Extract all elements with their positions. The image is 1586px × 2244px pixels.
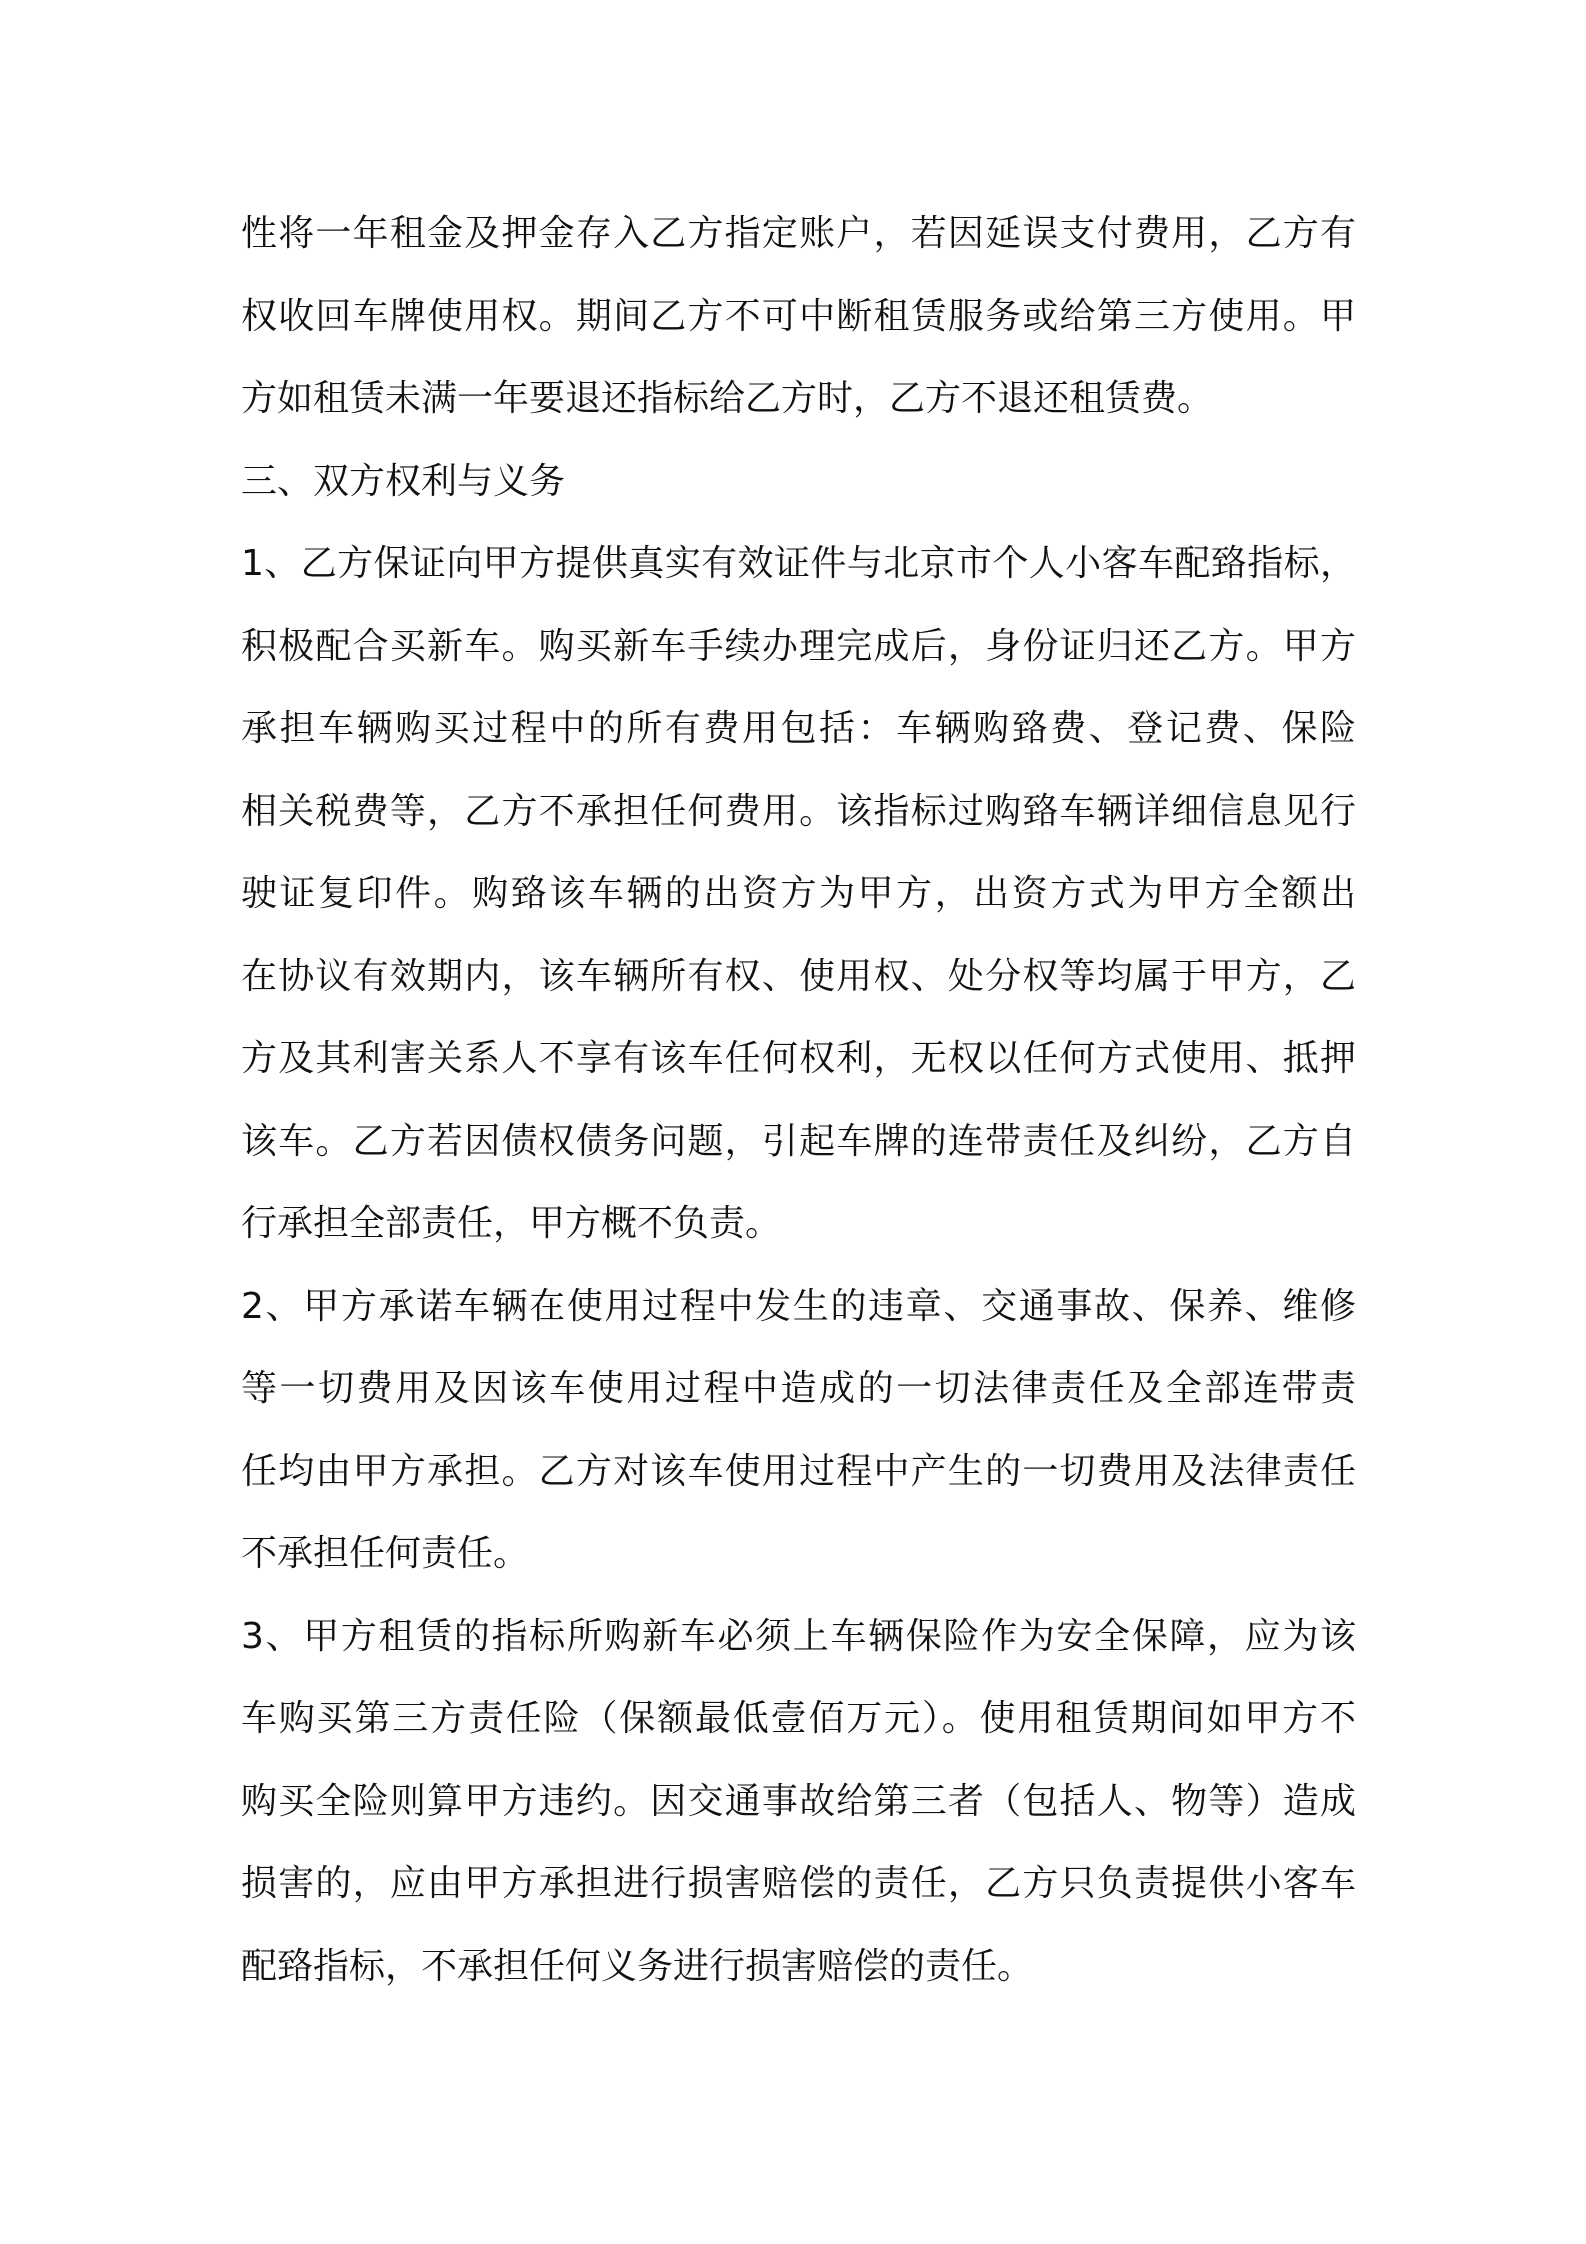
- text-line: 等一切费用及因该车使用过程中造成的一切法律责任及全部连带责: [241, 1368, 1356, 1409]
- text-line: 性将一年租金及押金存入乙方指定账户，若因延误支付费用，乙方有: [241, 213, 1356, 254]
- text-line: 2、甲方承诺车辆在使用过程中发生的违章、交通事故、保养、维修: [241, 1285, 1356, 1327]
- text-line: 车购买第三方责任险（保额最低壹佰万元）。使用租赁期间如甲方不: [241, 1698, 1356, 1739]
- text-line: 行承担全部责任，甲方概不负责。: [241, 1203, 782, 1244]
- section-heading: 三、双方权利与义务: [241, 460, 566, 502]
- text-line: 方如租赁未满一年要退还指标给乙方时，乙方不退还租赁费。: [241, 378, 1214, 419]
- text-line: 在协议有效期内，该车辆所有权、使用权、处分权等均属于甲方，乙: [241, 955, 1356, 997]
- text-line: 积极配合买新车。购买新车手续办理完成后，身份证归还乙方。甲方: [241, 625, 1356, 667]
- text-line: 该车。乙方若因债权债务问题，引起车牌的连带责任及纠纷，乙方自: [241, 1120, 1356, 1162]
- text-line: 损害的，应由甲方承担进行损害赔偿的责任，乙方只负责提供小客车: [241, 1863, 1356, 1904]
- text-line: 3、甲方租赁的指标所购新车必须上车辆保险作为安全保障，应为该: [241, 1615, 1356, 1657]
- text-line: 方及其利害关系人不享有该车任何权利，无权以任何方式使用、抵押: [241, 1038, 1356, 1079]
- text-line: 1、乙方保证向甲方提供真实有效证件与北京市个人小客车配臵指标，: [241, 543, 1356, 584]
- text-line: 任均由甲方承担。乙方对该车使用过程中产生的一切费用及法律责任: [241, 1450, 1356, 1492]
- text-line: 承担车辆购买过程中的所有费用包括：车辆购臵费、登记费、保险: [241, 708, 1356, 749]
- text-line: 不承担任何责任。: [241, 1533, 530, 1574]
- text-line: 相关税费等，乙方不承担任何费用。该指标过购臵车辆详细信息见行: [241, 790, 1356, 832]
- document-body: [241, 193, 1356, 2008]
- text-line: 购买全险则算甲方违约。因交通事故给第三者（包括人、物等）造成: [241, 1780, 1356, 1822]
- text-line: 权收回车牌使用权。期间乙方不可中断租赁服务或给第三方使用。甲: [241, 295, 1356, 337]
- text-line: 配臵指标，不承担任何义务进行损害赔偿的责任。: [241, 1945, 1034, 1987]
- text-line: 驶证复印件。购臵该车辆的出资方为甲方，出资方式为甲方全额出: [241, 873, 1356, 914]
